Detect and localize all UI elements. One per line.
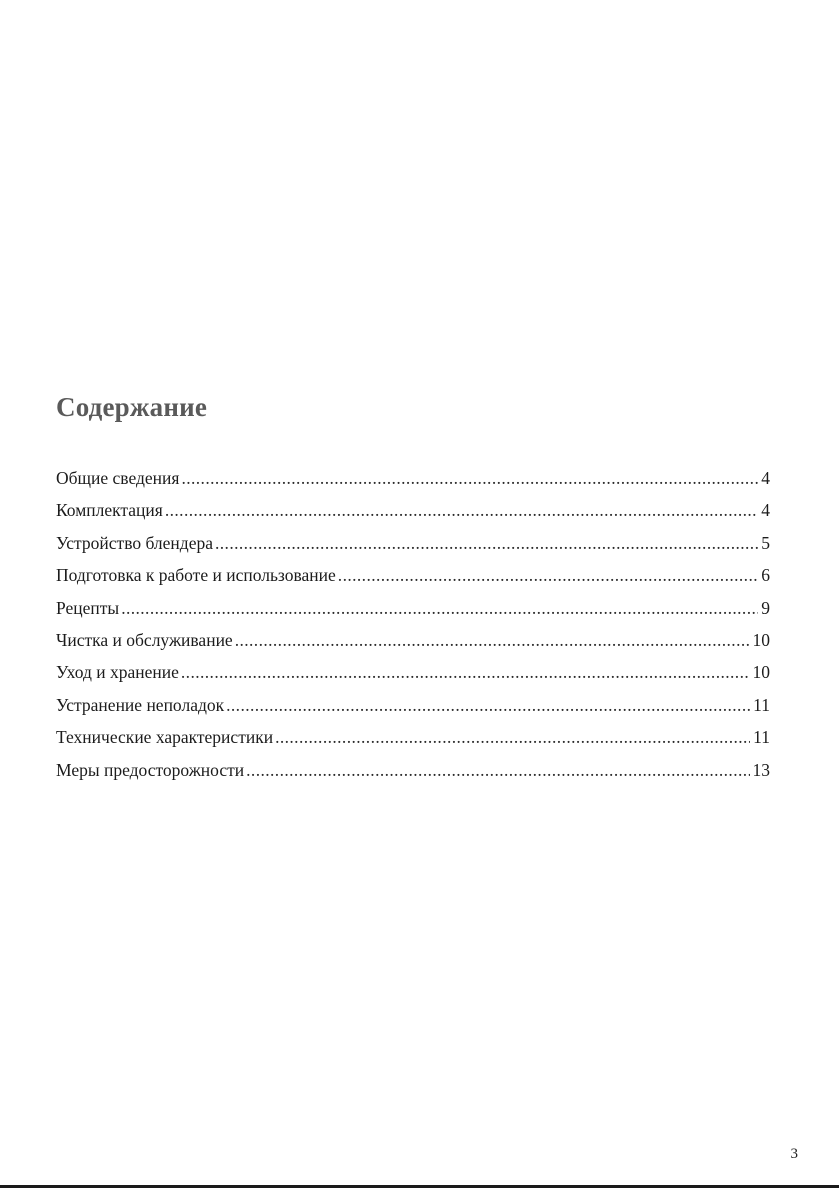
toc-entry-label: Уход и хранение	[56, 662, 179, 683]
toc-leader-dots	[235, 624, 750, 656]
toc-entry-page: 5	[761, 532, 770, 553]
toc-entry-label: Рецепты	[56, 597, 120, 618]
toc-list	[56, 462, 770, 786]
toc-entry-page: 13	[752, 759, 770, 780]
toc-entry-page: 10	[752, 629, 770, 650]
toc-leader-dots	[165, 494, 758, 526]
toc-entry-page: 11	[753, 727, 770, 748]
toc-leader-dots	[226, 689, 750, 721]
toc-leader-dots	[215, 527, 758, 559]
toc-entry-page: 11	[753, 694, 770, 715]
toc-entry-label: Подготовка к работе и использование	[56, 565, 336, 586]
toc-leader-dots	[181, 462, 758, 494]
bottom-divider	[0, 1185, 839, 1188]
toc-leader-dots	[246, 754, 749, 786]
toc-leader-dots	[338, 559, 758, 591]
toc-entry-preparation-and-use[interactable]	[56, 559, 770, 591]
page-number: 3	[790, 1146, 798, 1162]
toc-entry-label: Общие сведения	[56, 468, 180, 488]
toc-entry-page: 10	[752, 662, 770, 683]
toc-entry-page: 4	[761, 500, 770, 521]
toc-entry-page: 4	[761, 468, 770, 488]
toc-leader-dots	[181, 656, 750, 688]
toc-entry-specifications[interactable]	[56, 721, 770, 753]
toc-entry-package-contents[interactable]	[56, 494, 770, 526]
toc-entry-care-and-storage[interactable]	[56, 656, 770, 688]
toc-entry-recipes[interactable]	[56, 592, 770, 624]
toc-entry-label: Устранение неполадок	[56, 694, 225, 715]
toc-entry-troubleshooting[interactable]	[56, 689, 770, 721]
toc-leader-dots	[275, 721, 750, 753]
toc-entry-page: 9	[761, 597, 770, 618]
toc-leader-dots	[121, 592, 758, 624]
toc-entry-blender-design[interactable]	[56, 527, 770, 559]
toc-entry-label: Меры предосторожности	[56, 759, 245, 780]
toc-entry-label: Чистка и обслуживание	[56, 629, 233, 650]
toc-entry-general-info[interactable]	[56, 462, 770, 494]
toc-title: Содержание	[56, 392, 208, 422]
toc-entry-label: Технические характеристики	[56, 727, 274, 748]
toc-entry-label: Устройство блендера	[56, 532, 213, 553]
toc-entry-page: 6	[761, 565, 770, 586]
toc-entry-cleaning-and-maintenance[interactable]	[56, 624, 770, 656]
toc-entry-safety-precautions[interactable]	[56, 754, 770, 786]
toc-entry-label: Комплектация	[56, 500, 163, 521]
